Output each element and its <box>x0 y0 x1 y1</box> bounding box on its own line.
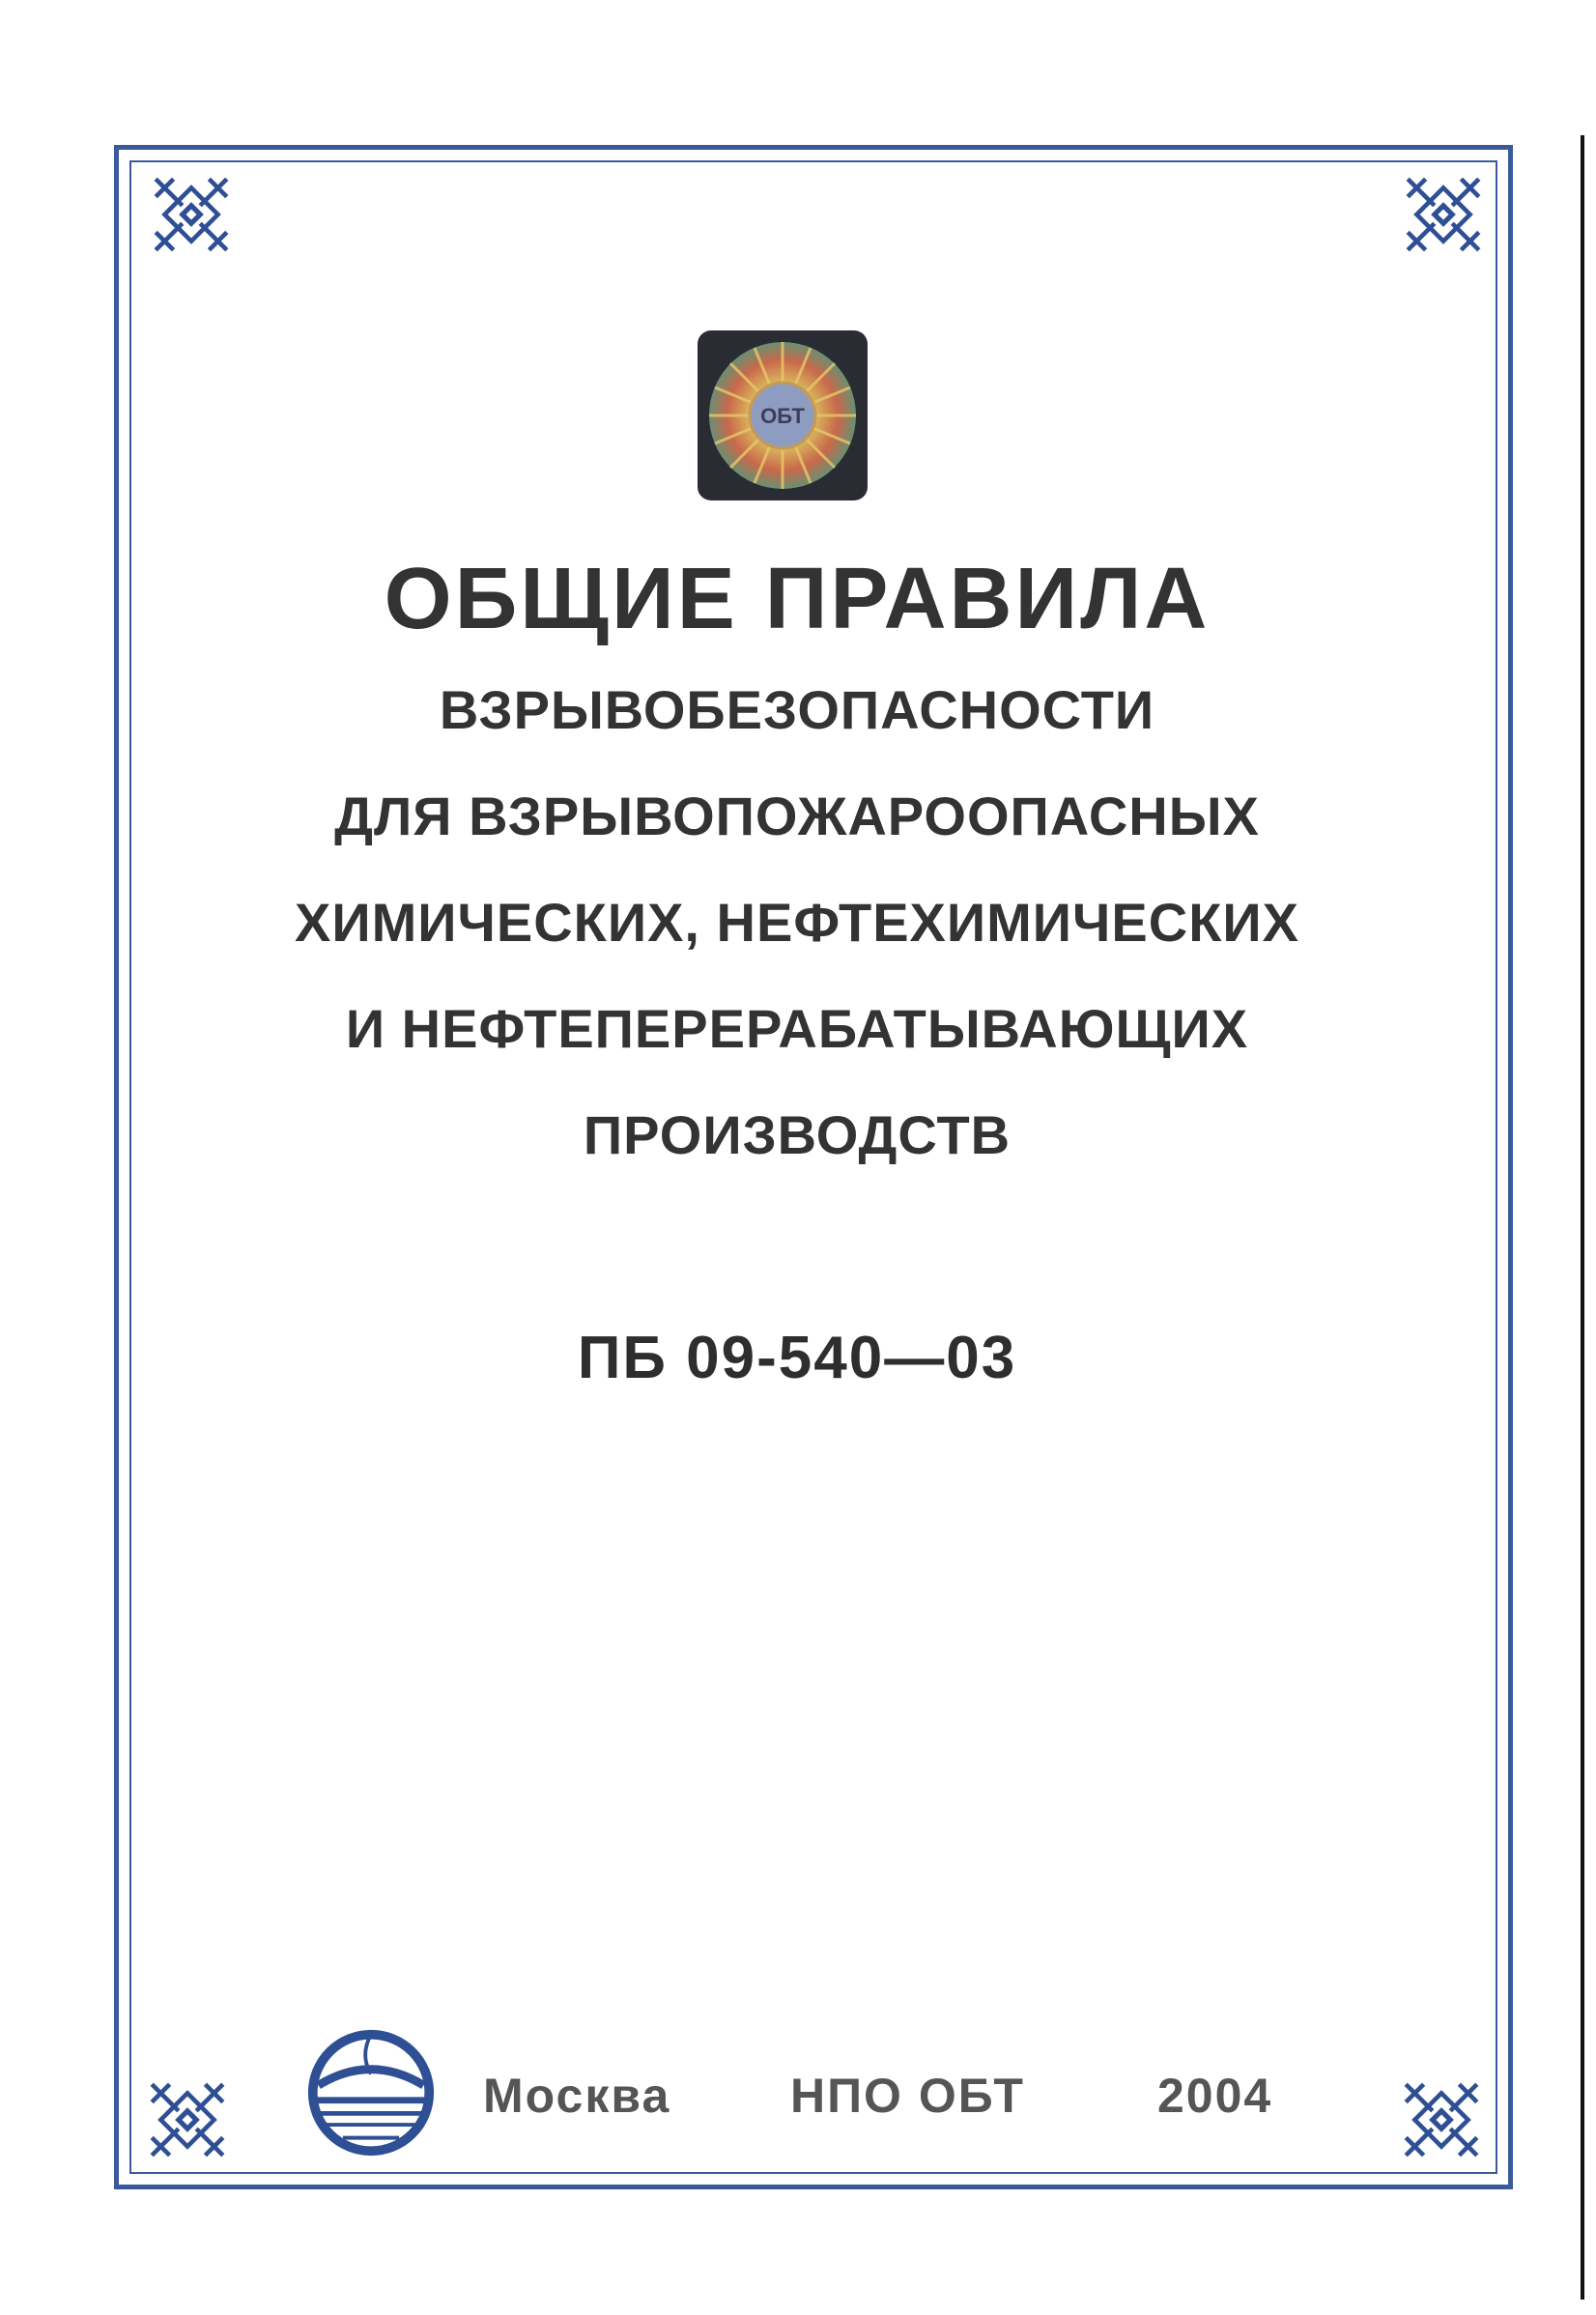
cover-subtitle-line: ДЛЯ ВЗРЫВОПОЖАРООПАСНЫХ <box>334 786 1260 846</box>
publication-year: 2004 <box>1157 2069 1273 2123</box>
svg-text:ОБТ: ОБТ <box>760 404 805 428</box>
publisher-globe-logo-icon <box>305 2027 437 2158</box>
cover-subtitle-line: И НЕФТЕПЕРЕРАБАТЫВАЮЩИХ <box>345 998 1249 1059</box>
cover-subtitle-line: ВЗРЫВОБЕЗОПАСНОСТИ <box>439 679 1155 740</box>
cover-title-block <box>155 541 1439 1188</box>
document-code: ПБ 09-540—03 <box>577 1325 1017 1391</box>
corner-ornament-icon <box>143 2075 232 2164</box>
publisher-name: НПО ОБТ <box>790 2069 1025 2123</box>
publication-city: Москва <box>483 2069 671 2123</box>
cover-subtitle-line: ПРОИЗВОДСТВ <box>583 1104 1012 1165</box>
cover-subtitle-line: ХИМИЧЕСКИХ, НЕФТЕХИМИЧЕСКИХ <box>295 892 1299 953</box>
corner-ornament-icon <box>1397 2075 1486 2164</box>
corner-ornament-icon <box>1399 170 1488 259</box>
corner-ornament-icon <box>147 170 236 259</box>
page-edge-line <box>1581 135 1584 2300</box>
cover-title: ОБЩИЕ ПРАВИЛА <box>384 551 1211 647</box>
obt-emblem-icon <box>696 329 869 502</box>
